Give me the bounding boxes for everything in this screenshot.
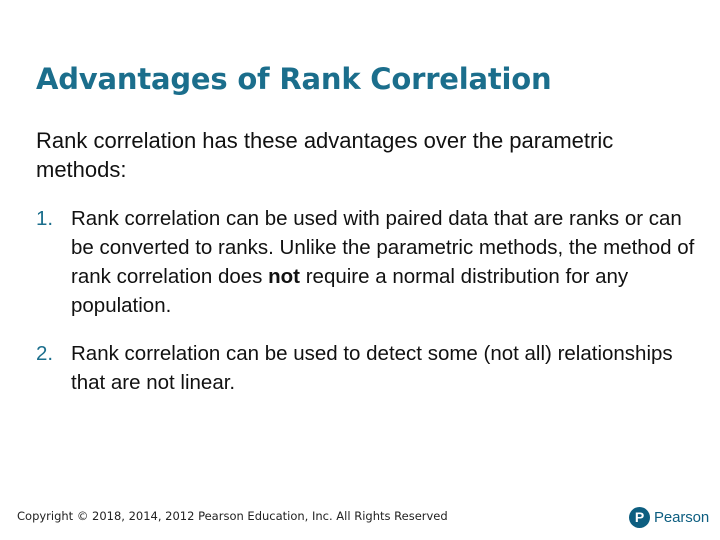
list-item [36, 339, 696, 397]
list-number: 1. [36, 207, 54, 230]
list-text: Rank correlation can be used with paired data that are ranks or can be converted to ranks. Unlike the parametric methods, the method of rank correlation does [71, 207, 695, 288]
pearson-logo [629, 507, 709, 528]
emphasis-text: not [268, 265, 301, 288]
copyright-notice: Copyright © 2018, 2014, 2012 Pearson Education, Inc. All Rights Reserved [17, 509, 448, 523]
slide-title: Advantages of Rank Correlation [36, 62, 552, 96]
pearson-logo-text: Pearson [654, 509, 710, 526]
list-text: Rank correlation can be used to detect some (not all) relationships that are not linear. [71, 342, 673, 394]
advantages-list [36, 204, 696, 397]
list-text-end: require a normal distribution for any population. [71, 265, 629, 317]
list-number: 2. [36, 342, 54, 365]
intro-text: Rank correlation has these advantages over the parametric methods: [36, 128, 614, 182]
list-item [36, 204, 696, 320]
pearson-logo-icon: P [629, 507, 650, 528]
